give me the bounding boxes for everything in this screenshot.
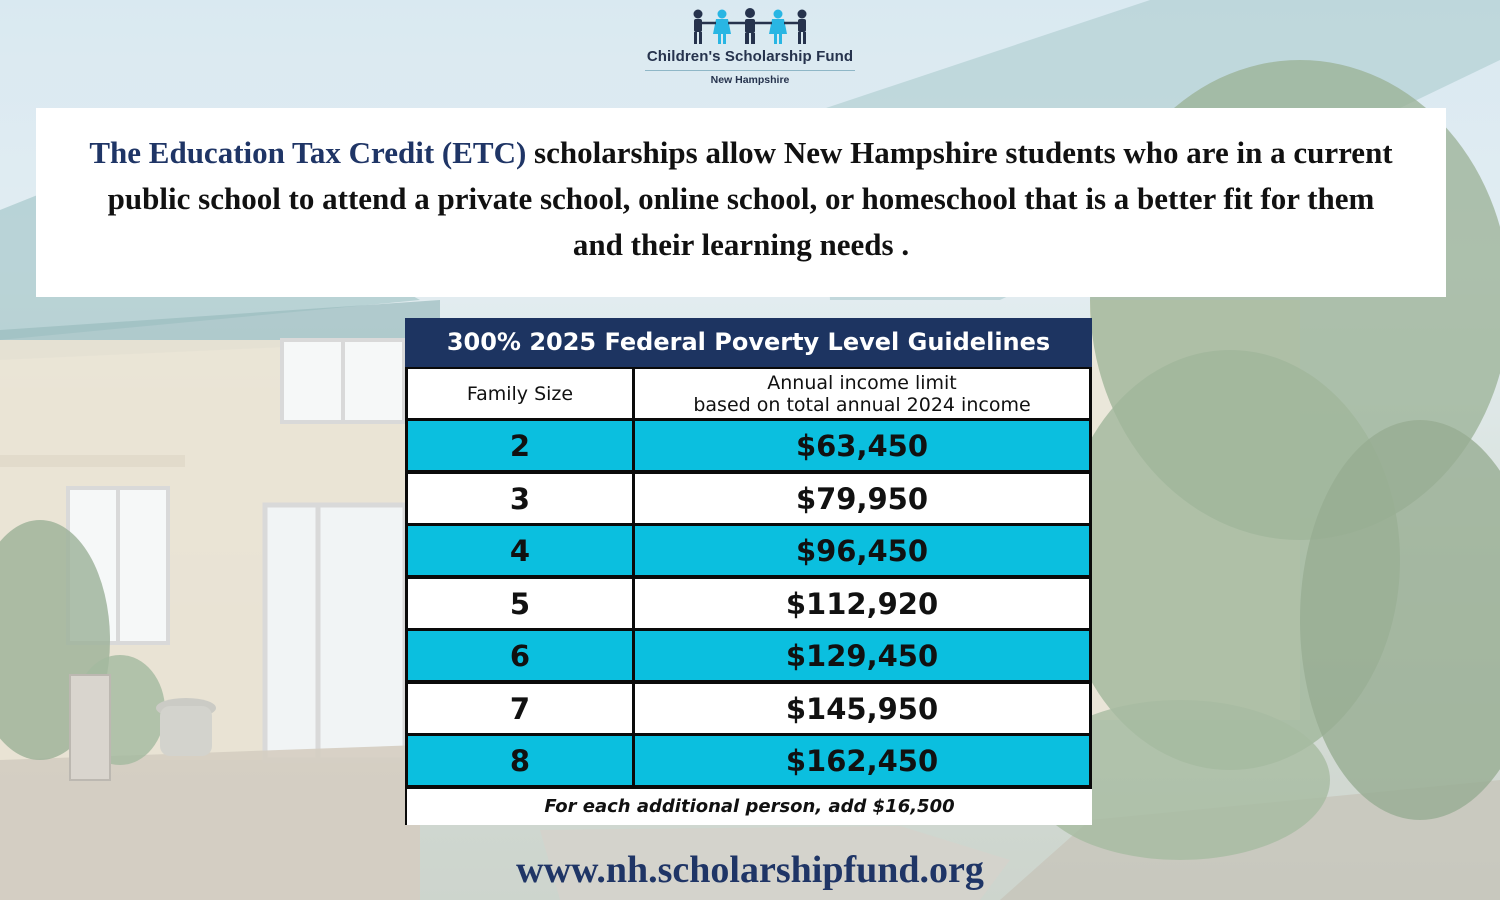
intro-emphasis: The Education Tax Credit (ETC) bbox=[89, 135, 527, 170]
income-limit-cell: $162,450 bbox=[635, 736, 1089, 785]
family-size-cell: 7 bbox=[408, 684, 632, 733]
intro-body: scholarships allow New Hampshire students who are in a current public school to attend a private school, online school, or homeschool that is a better fit for them and their learning needs . bbox=[107, 135, 1393, 262]
family-size-cell: 6 bbox=[408, 631, 632, 680]
logo bbox=[620, 8, 880, 100]
family-size-cell: 4 bbox=[408, 526, 632, 575]
family-size-cell: 2 bbox=[408, 421, 632, 470]
intro-panel bbox=[36, 108, 1446, 297]
header-income-line2: based on total annual 2024 income bbox=[693, 393, 1031, 416]
income-limit-cell: $112,920 bbox=[635, 579, 1089, 628]
table-title: 300% 2025 Federal Poverty Level Guidelines bbox=[405, 318, 1092, 367]
logo-subtitle: New Hampshire bbox=[710, 74, 790, 86]
poverty-guidelines-table bbox=[405, 318, 1092, 825]
income-limit-cell: $129,450 bbox=[635, 631, 1089, 680]
children-holding-hands-icon bbox=[688, 8, 812, 46]
income-limit-cell: $96,450 bbox=[635, 526, 1089, 575]
website-url: www.nh.scholarshipfund.org bbox=[516, 849, 984, 891]
income-limit-cell: $145,950 bbox=[635, 684, 1089, 733]
income-limit-cell: $63,450 bbox=[635, 421, 1089, 470]
header-family-size: Family Size bbox=[408, 369, 632, 418]
logo-divider bbox=[645, 70, 855, 71]
income-limit-cell: $79,950 bbox=[635, 474, 1089, 523]
header-income-line1: Annual income limit bbox=[767, 371, 957, 394]
table-footer: For each additional person, add $16,500 bbox=[407, 789, 1092, 825]
logo-name: Children's Scholarship Fund bbox=[646, 48, 854, 65]
header-income-limit bbox=[635, 369, 1089, 418]
family-size-cell: 8 bbox=[408, 736, 632, 785]
family-size-cell: 5 bbox=[408, 579, 632, 628]
family-size-cell: 3 bbox=[408, 474, 632, 523]
